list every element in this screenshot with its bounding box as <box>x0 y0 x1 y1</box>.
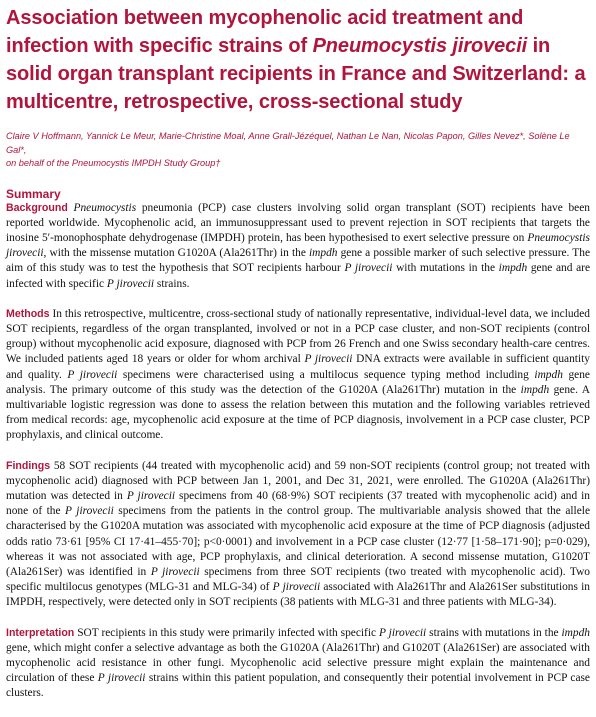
findings-italic: P jirovecii <box>126 489 176 502</box>
findings-text: 58 SOT recipients (44 treated with mycophenolic acid) and 59 non-SOT recipients (control group; not treated with mycophenolic acid) diagnosed with PCP between Jan 1, 2001, and Dec 31, 2021, were enrolled. The G1020A (Ala261Thr) mutation was detected in <box>6 459 590 502</box>
background-italic: Pneumocystis jirovecii <box>6 231 590 260</box>
findings-label: Findings <box>6 459 51 472</box>
background-italic: impdh <box>308 247 338 260</box>
findings-italic: P jirovecii <box>65 505 114 518</box>
findings-text: associated with Ala261Thr and Ala261Ser substitutions in IMPDH, respectively, were detected only in SOT recipients (38 patients with MLG-31 and three patients with MLG-34). <box>6 581 590 609</box>
interpretation-text: strains within this patient population, and consequently their potential involvement in PCP case clusters. <box>6 672 590 700</box>
background-italic: P jirovecii <box>106 277 155 290</box>
author-list <box>6 130 590 171</box>
background-label: Background <box>6 201 68 214</box>
article-title <box>6 4 590 116</box>
methods-text: gene. A multivariable logistic regression was done to assess the relation between this mutation and the following variables retrieved from medical records: age, mycophenolic acid exposure at the time of PCP diagnosis, involvement in a PCP case cluster, PCP prophylaxis, and clinical outcome. <box>6 383 590 442</box>
interpretation-label: Interpretation <box>6 626 75 639</box>
article-page <box>6 0 590 717</box>
background-text: , with the missense mutation G1020A (Ala261Thr) in the <box>43 247 309 260</box>
methods-text: DNA extracts were available in sufficient quantity and quality. <box>6 353 590 381</box>
findings-paragraph <box>6 459 590 611</box>
author-line-2: on behalf of the Pneumocystis IMPDH Study Group† <box>6 158 221 168</box>
interpretation-text: strains with mutations in the <box>426 626 562 639</box>
findings-text: specimens from three SOT recipients (two treated with mycophenolic acid). Two specific multilocus genotypes (MLG-31 and MLG-34) of <box>6 565 591 594</box>
interpretation-text: gene, which might confer a selective advantage as both the G1020A (Ala261Thr) and G1020T (Ala261Ser) are associated with mycophenolic acid resistance in other fungi. Mycophenolic acid selective pressure might explain the maintenance and circulation of these <box>6 641 590 685</box>
methods-text: specimens were characterised using a multilocus sequence typing method including <box>117 368 535 381</box>
methods-italic: impdh <box>520 383 550 396</box>
title-species: Pneumocystis jirovecii <box>312 35 528 57</box>
interpretation-italic: impdh <box>561 626 590 639</box>
summary-heading: Summary <box>6 186 61 201</box>
methods-italic: P jirovecii <box>304 353 353 366</box>
methods-text: gene analysis. The primary outcome of this study was the detection of the G1020A (Ala261Thr) mutation in the <box>6 368 590 396</box>
background-text: gene and are infected with specific <box>6 262 590 290</box>
methods-text: In this retrospective, multicentre, cross-sectional study of nationally representative, individual-level data, we included SOT recipients, regardless of the organ transplanted, involved or not in a PCP case cluster, and non-SOT recipients (control group) without mycophenolic acid exposure, diagnosed with PCP from 26 French and one Swiss secondary health-care centres. We included patients aged 18 years or older for whom archival <box>6 307 590 366</box>
findings-text: specimens from the patients in the control group. The multivariable analysis showed that the allele characterised by the G1020A mutation was associated with mycophenolic acid exposure at the time of PCP diagnosis (adjusted odds ratio 73·61 [95% CI 17·41–455·70]; p<0·0001) and involvement in a PCP case cluster (12·77 [1·58–171·90]; p=0·029), whereas it was not associated with age, PCP prophylaxis, and clinical deterioration. A second missense mutation, G1020T (Ala261Ser) was identified in <box>6 505 590 578</box>
background-text: strains. <box>154 277 190 290</box>
methods-label: Methods <box>6 307 50 320</box>
background-text: pneumonia (PCP) case clusters involving solid organ transplant (SOT) recipients have been reported worldwide. Mycophenolic acid, an immunosuppressant used to prevent rejection in SOT recipients that targets the inosine 5′-monophosphate dehydrogenase (IMPDH) protein, has been hypothesised to exert selective pressure on <box>6 201 590 244</box>
interpretation-italic: P jirovecii <box>379 626 427 639</box>
interpretation-text: SOT recipients in this study were primarily infected with specific <box>74 626 379 639</box>
methods-italic: P jirovecii <box>67 368 118 381</box>
background-italic: P jirovecii <box>344 262 393 275</box>
background-italic: Pneumocystis <box>73 201 137 214</box>
interpretation-paragraph <box>6 626 590 702</box>
background-text: with mutations in the <box>392 262 499 275</box>
findings-italic: P jirovecii <box>272 581 321 594</box>
title-part-1: Association between mycophenolic acid treatment and infection with specific strains of <box>6 7 524 57</box>
background-text: gene a possible marker of such selective pressure. The aim of this study was to test the hypothesis that SOT recipients harbour <box>6 247 590 275</box>
author-line-1: Claire V Hoffmann, Yannick Le Meur, Marie-Christine Moal, Anne Grall-Jézéquel, Nathan Le Nan, Nicolas Papon, Gilles Nevez*, Solène Le Gal*, <box>6 131 570 155</box>
title-part-2: in solid organ transplant recipients in France and Switzerland: a multicentre, retrospective, cross-sectional study <box>6 35 586 113</box>
background-italic: impdh <box>498 262 528 275</box>
methods-italic: impdh <box>534 368 563 381</box>
methods-paragraph <box>6 307 590 444</box>
interpretation-italic: P jirovecii <box>97 672 146 685</box>
findings-text: specimens from 40 (68·9%) SOT recipients (37 treated with mycophenolic acid) and in none of the <box>6 489 590 518</box>
findings-italic: P jirovecii <box>150 565 200 578</box>
background-paragraph <box>6 201 590 292</box>
